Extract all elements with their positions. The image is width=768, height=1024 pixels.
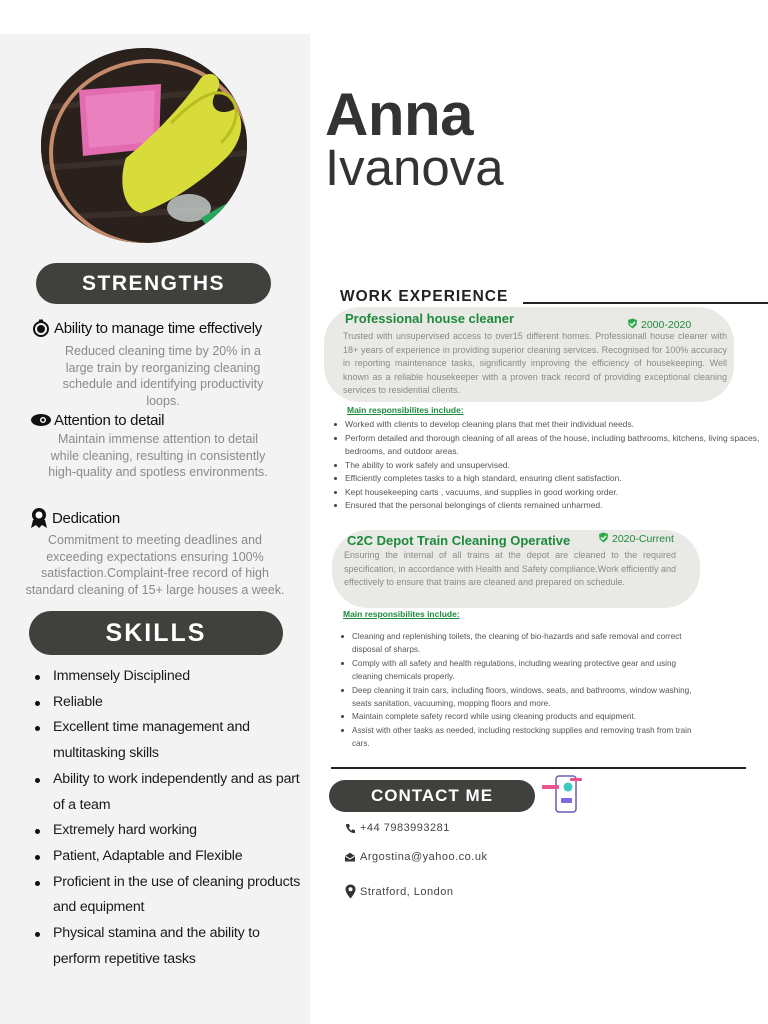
- job-title: Professional house cleaner: [345, 311, 515, 326]
- skill-item: Excellent time management and multitasking skills: [30, 715, 302, 766]
- strength-description: Maintain immense attention to detail while cleaning, resulting in consistently high-quality and spotless environments.: [48, 432, 268, 479]
- job-summary: Ensuring the internal of all trains at the depot are cleaned to the required specification, in accordance with Health and Safety compliance.Work efficiently and effectively to ensure that trains are cleaned and prepared on schedule.: [344, 550, 676, 587]
- responsibilities-list: [331, 418, 767, 513]
- strength-title: Dedication: [52, 509, 120, 527]
- skill-item: Immensely Disciplined: [30, 664, 302, 690]
- job-summary: Trusted with unsupervised access to over15 different homes. Professionall house cleaner with 18+ years of experience in providing superior cleaning services. Recognised for 100% accuracy in reporting maintenance tasks, significantly improving the efficiency of housekeeping. Well known as a reliable housekeeper with a proven track record of providing exceptional cleaning services to residential clients.: [343, 331, 727, 395]
- responsibility-item: Kept housekeeping carts , vacuums, and supplies in good working order.: [331, 486, 767, 500]
- responsibility-item: Assist with other tasks as needed, including restocking supplies and removing trash from train cars.: [338, 724, 694, 751]
- strength-description: Reduced cleaning time by 20% in a large train by reorganizing cleaning schedule and identifying productivity loops.: [62, 344, 264, 408]
- heading-rule: [523, 302, 768, 304]
- responsibility-item: Deep cleaning it train cars, including floors, windows, seats, and bathrooms, window washing, seats sanitation, vacuuming, mopping floors and more.: [338, 684, 694, 711]
- location-text: Stratford, London: [360, 885, 454, 898]
- phone-icon: [343, 823, 357, 834]
- strength-item-detail: [30, 409, 164, 431]
- contact-phone[interactable]: [343, 822, 450, 834]
- strength-description: Commitment to meeting deadlines and exceeding expectations ensuring 100% satisfaction.Complaint-free record of high standard cleaning of 15+ large houses a week.: [25, 533, 285, 597]
- job-date-text: 2020-Current: [612, 533, 674, 545]
- contact-email[interactable]: [343, 851, 487, 863]
- skill-item: Ability to work independently and as part of a team: [30, 767, 302, 818]
- strength-title: Attention to detail: [54, 411, 165, 429]
- phone-number: +44 7983993281: [360, 822, 450, 834]
- responsibility-item: The ability to work safely and unsupervised.: [331, 459, 767, 473]
- responsibility-item: Perform detailed and thorough cleaning of all areas of the house, including bathrooms, kitchens, living spaces, bedrooms, and outdoor areas.: [331, 432, 767, 459]
- contact-heading: CONTACT ME: [329, 780, 535, 812]
- verified-check-icon: [598, 532, 609, 546]
- skill-item: Proficient in the use of cleaning products and equipment: [30, 870, 302, 921]
- skill-item: Extremely hard working: [30, 818, 302, 844]
- strength-item-time: [30, 317, 262, 339]
- responsibility-item: Efficiently completes tasks to a high standard, ensuring client satisfaction.: [331, 472, 767, 486]
- job-dates: [598, 532, 674, 546]
- strengths-heading: STRENGTHS: [36, 263, 271, 304]
- profile-photo: [41, 48, 247, 243]
- work-experience-heading: WORK EXPERIENCE: [340, 288, 509, 305]
- last-name: Ivanova: [325, 139, 504, 196]
- email-address: Argostina@yahoo.co.uk: [360, 851, 488, 863]
- stopwatch-icon: [30, 317, 52, 339]
- responsibility-item: Comply with all safety and health regulations, including wearing protective gear and using cleaning chemicals properly.: [338, 657, 694, 684]
- responsibility-item: Worked with clients to develop cleaning plans that met their individual needs.: [331, 418, 767, 432]
- responsibility-item: Cleaning and replenishing toilets, the cleaning of bio-hazards and safe removal and correct disposal of sharps.: [338, 630, 694, 657]
- responsibility-item: Ensured that the personal belongings of clients remained unharmed.: [331, 499, 767, 513]
- contact-location: [343, 884, 454, 899]
- location-pin-icon: [343, 884, 357, 899]
- award-badge-icon: [28, 507, 50, 529]
- first-name: Anna: [325, 81, 473, 148]
- eye-icon: [30, 409, 52, 431]
- skills-list: [30, 664, 302, 972]
- responsibilities-heading: Main responsibilites include:: [343, 609, 460, 619]
- skill-item: Reliable: [30, 690, 302, 716]
- responsibility-item: Maintain complete safety record while using cleaning products and equipment.: [338, 710, 694, 723]
- envelope-icon: [343, 852, 357, 862]
- job-title: C2C Depot Train Cleaning Operative: [347, 533, 571, 548]
- skill-item: Physical stamina and the ability to perform repetitive tasks: [30, 921, 302, 972]
- section-divider: [331, 767, 746, 769]
- phone-illustration-icon: [540, 774, 584, 814]
- job-date-text: 2000-2020: [641, 319, 692, 331]
- strength-title: Ability to manage time effectively: [54, 319, 262, 337]
- skill-item: Patient, Adaptable and Flexible: [30, 844, 302, 870]
- responsibilities-heading: Main responsibilites include:: [347, 405, 464, 415]
- skills-heading: SKILLS: [29, 611, 283, 655]
- strength-item-dedication: [28, 507, 120, 529]
- responsibilities-list: [338, 630, 694, 751]
